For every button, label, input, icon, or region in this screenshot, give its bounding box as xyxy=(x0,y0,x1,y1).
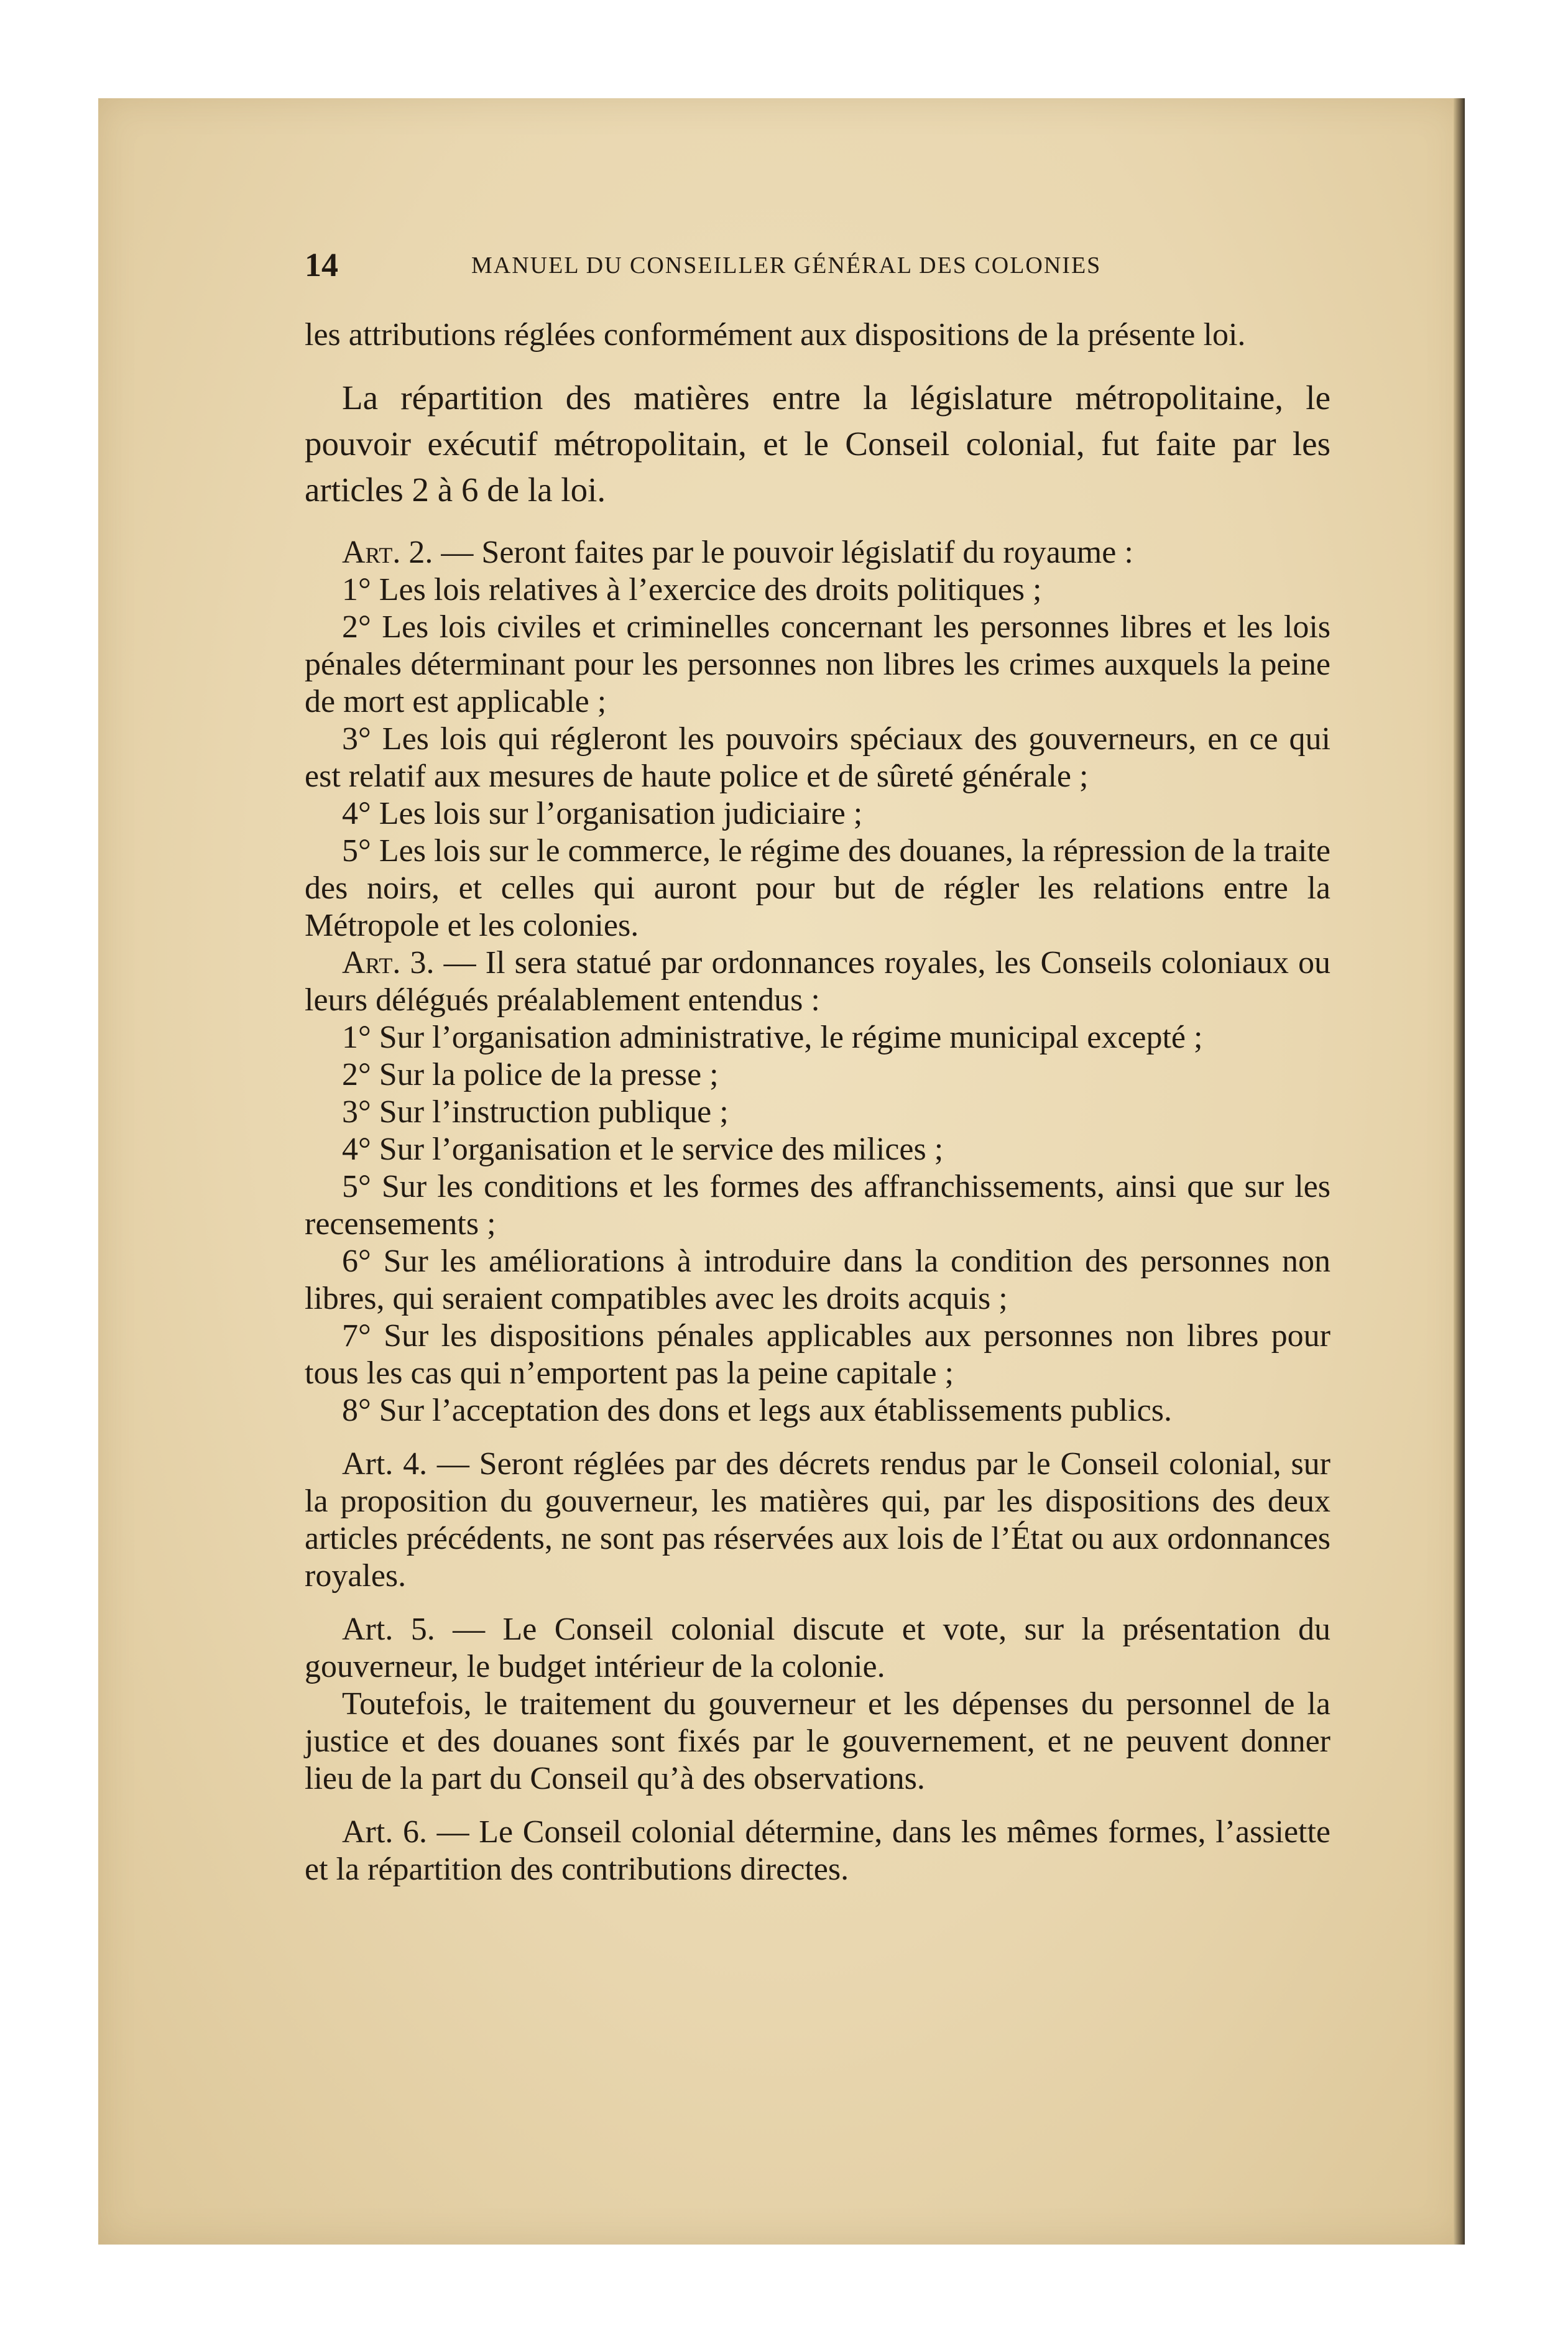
article-3-item: 2° Sur la police de la presse ; xyxy=(342,1057,719,1092)
article-2-item: 5° Les lois sur le commerce, le régime des douanes, la répression de la traite des noirs, et celles qui auront pour but de régler les relations entre la Métropole et les colonies. xyxy=(305,833,1330,943)
article-5-continued: Toutefois, le traitement du gouverneur et les dépenses du personnel de la justice et des douanes sont fixés par le gouvernement, et ne peuvent donner lieu de la part du Conseil qu’à des observations. xyxy=(305,1686,1330,1796)
article-2-label: Art. 2. xyxy=(342,535,433,570)
running-title: MANUEL DU CONSEILLER GÉNÉRAL DES COLONIES xyxy=(471,252,1102,279)
article-3-item: 6° Sur les améliorations à introduire dans la condition des personnes non libres, qui seraient compatibles avec les droits acquis ; xyxy=(305,1244,1330,1316)
paragraph-continued: les attributions réglées conformément aux dispositions de la présente loi. xyxy=(305,317,1246,353)
article-2-item: 3° Les lois qui régleront les pouvoirs spéciaux des gouverneurs, en ce qui est relatif aux mesures de haute police et de sûreté générale ; xyxy=(305,721,1330,794)
article-2-text: — Seront faites par le pouvoir législatif du royaume : xyxy=(433,535,1133,570)
article-2-item: 2° Les lois civiles et criminelles concernant les personnes libres et les lois pénales déterminant pour les personnes non libres les crimes auxquels la peine de mort est applicable ; xyxy=(305,609,1330,719)
page-text xyxy=(305,239,1330,1888)
page-number: 14 xyxy=(305,246,338,284)
article-3-item: 7° Sur les dispositions pénales applicables aux personnes non libres pour tous les cas qui n’emportent pas la peine capitale ; xyxy=(305,1318,1330,1391)
article-2-item: 4° Les lois sur l’organisation judiciaire ; xyxy=(342,796,863,831)
article-3-heading xyxy=(305,944,1330,1019)
paragraph-repartition: La répartition des matières entre la législature métropolitaine, le pouvoir exécutif métropolitain, et le Conseil colonial, fut faite par les articles 2 à 6 de la loi. xyxy=(305,379,1330,509)
article-4: Art. 4. — Seront réglées par des décrets rendus par le Conseil colonial, sur la proposition du gouverneur, les matières qui, par les dispositions des deux articles précédents, ne sont pas réservées aux lois de l’État ou aux ordonnances royales. xyxy=(305,1446,1330,1594)
page-header xyxy=(305,239,1330,302)
article-5: Art. 5. — Le Conseil colonial discute et vote, sur la présentation du gouverneur, le budget intérieur de la colonie. xyxy=(305,1612,1330,1684)
article-2-heading xyxy=(305,534,1330,571)
article-3-item: 1° Sur l’organisation administrative, le régime municipal excepté ; xyxy=(342,1020,1203,1055)
article-6: Art. 6. — Le Conseil colonial détermine, dans les mêmes formes, l’assiette et la répartition des contributions directes. xyxy=(305,1814,1330,1887)
article-3-text: — Il sera statué par ordonnances royales, les Conseils coloniaux ou leurs délégués préalablement entendus : xyxy=(305,945,1330,1018)
article-3-item: 5° Sur les conditions et les formes des affranchissements, ainsi que sur les recensements ; xyxy=(305,1169,1330,1242)
article-2-item: 1° Les lois relatives à l’exercice des droits politiques ; xyxy=(342,572,1042,607)
page-edge-shadow xyxy=(1454,98,1465,2245)
article-3-item: 8° Sur l’acceptation des dons et legs aux établissements publics. xyxy=(342,1393,1172,1428)
article-3-label: Art. 3. xyxy=(342,945,435,981)
article-3-item: 4° Sur l’organisation et le service des milices ; xyxy=(342,1132,944,1167)
article-3-item: 3° Sur l’instruction publique ; xyxy=(342,1094,729,1130)
